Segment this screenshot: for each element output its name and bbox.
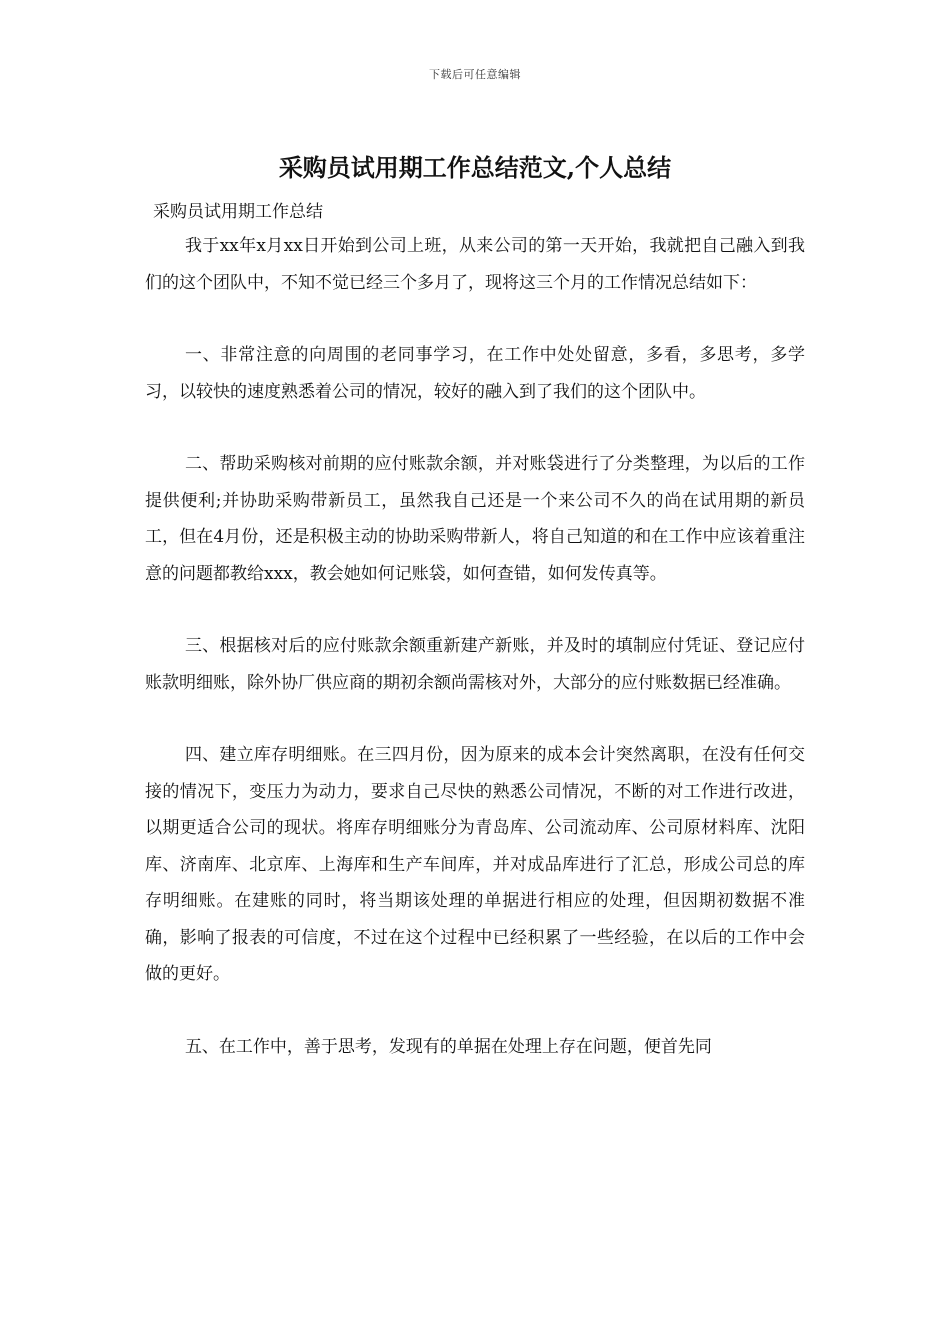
paragraph-4: 四、建立库存明细账。在三四月份，因为原来的成本会计突然离职，在没有任何交接的情况下，变压力为动力，要求自己尽快的熟悉公司情况，不断的对工作进行改进，以期更适合公司的现状。将库存明细账分为青岛库、公司流动库、公司原材料库、沈阳库、济南库、北京库、上海库和生产车间库，并对成品库进行了汇总，形成公司总的库存明细账。在建账的同时，将当期该处理的单据进行相应的处理，但因期初数据不准确，影响了报表的可信度，不过在这个过程中已经积累了一些经验，在以后的工作中会做的更好。 — [145, 745, 805, 984]
document-body — [145, 228, 805, 1065]
paragraph-3: 三、根据核对后的应付账款余额重新建产新账，并及时的填制应付凭证、登记应付账款明细账，除外协厂供应商的期初余额尚需核对外，大部分的应付账数据已经准确。 — [145, 636, 805, 693]
document-subtitle: 采购员试用期工作总结 — [153, 202, 323, 222]
paragraph-intro: 我于xx年x月xx日开始到公司上班，从来公司的第一天开始，我就把自己融入到我们的这个团队中，不知不觉已经三个多月了，现将这三个月的工作情况总结如下： — [145, 236, 805, 293]
paragraph-5: 五、在工作中，善于思考，发现有的单据在处理上存在问题，便首先同 — [184, 1036, 712, 1057]
paragraph-1: 一、非常注意的向周围的老同事学习，在工作中处处留意，多看，多思考，多学习，以较快的速度熟悉着公司的情况，较好的融入到了我们的这个团队中。 — [145, 345, 805, 402]
document-title: 采购员试用期工作总结范文,个人总结 — [278, 153, 672, 182]
header-note: 下载后可任意编辑 — [429, 68, 521, 81]
paragraph-2: 二、帮助采购核对前期的应付账款余额，并对账袋进行了分类整理，为以后的工作提供便利;并协助采购带新员工，虽然我自己还是一个来公司不久的尚在试用期的新员工，但在4月份，还是积极主动的协助采购带新人，将自己知道的和在工作中应该着重注意的问题都教给xxx，教会她如何记账袋，如何查错，如何发传真等。 — [145, 454, 805, 584]
